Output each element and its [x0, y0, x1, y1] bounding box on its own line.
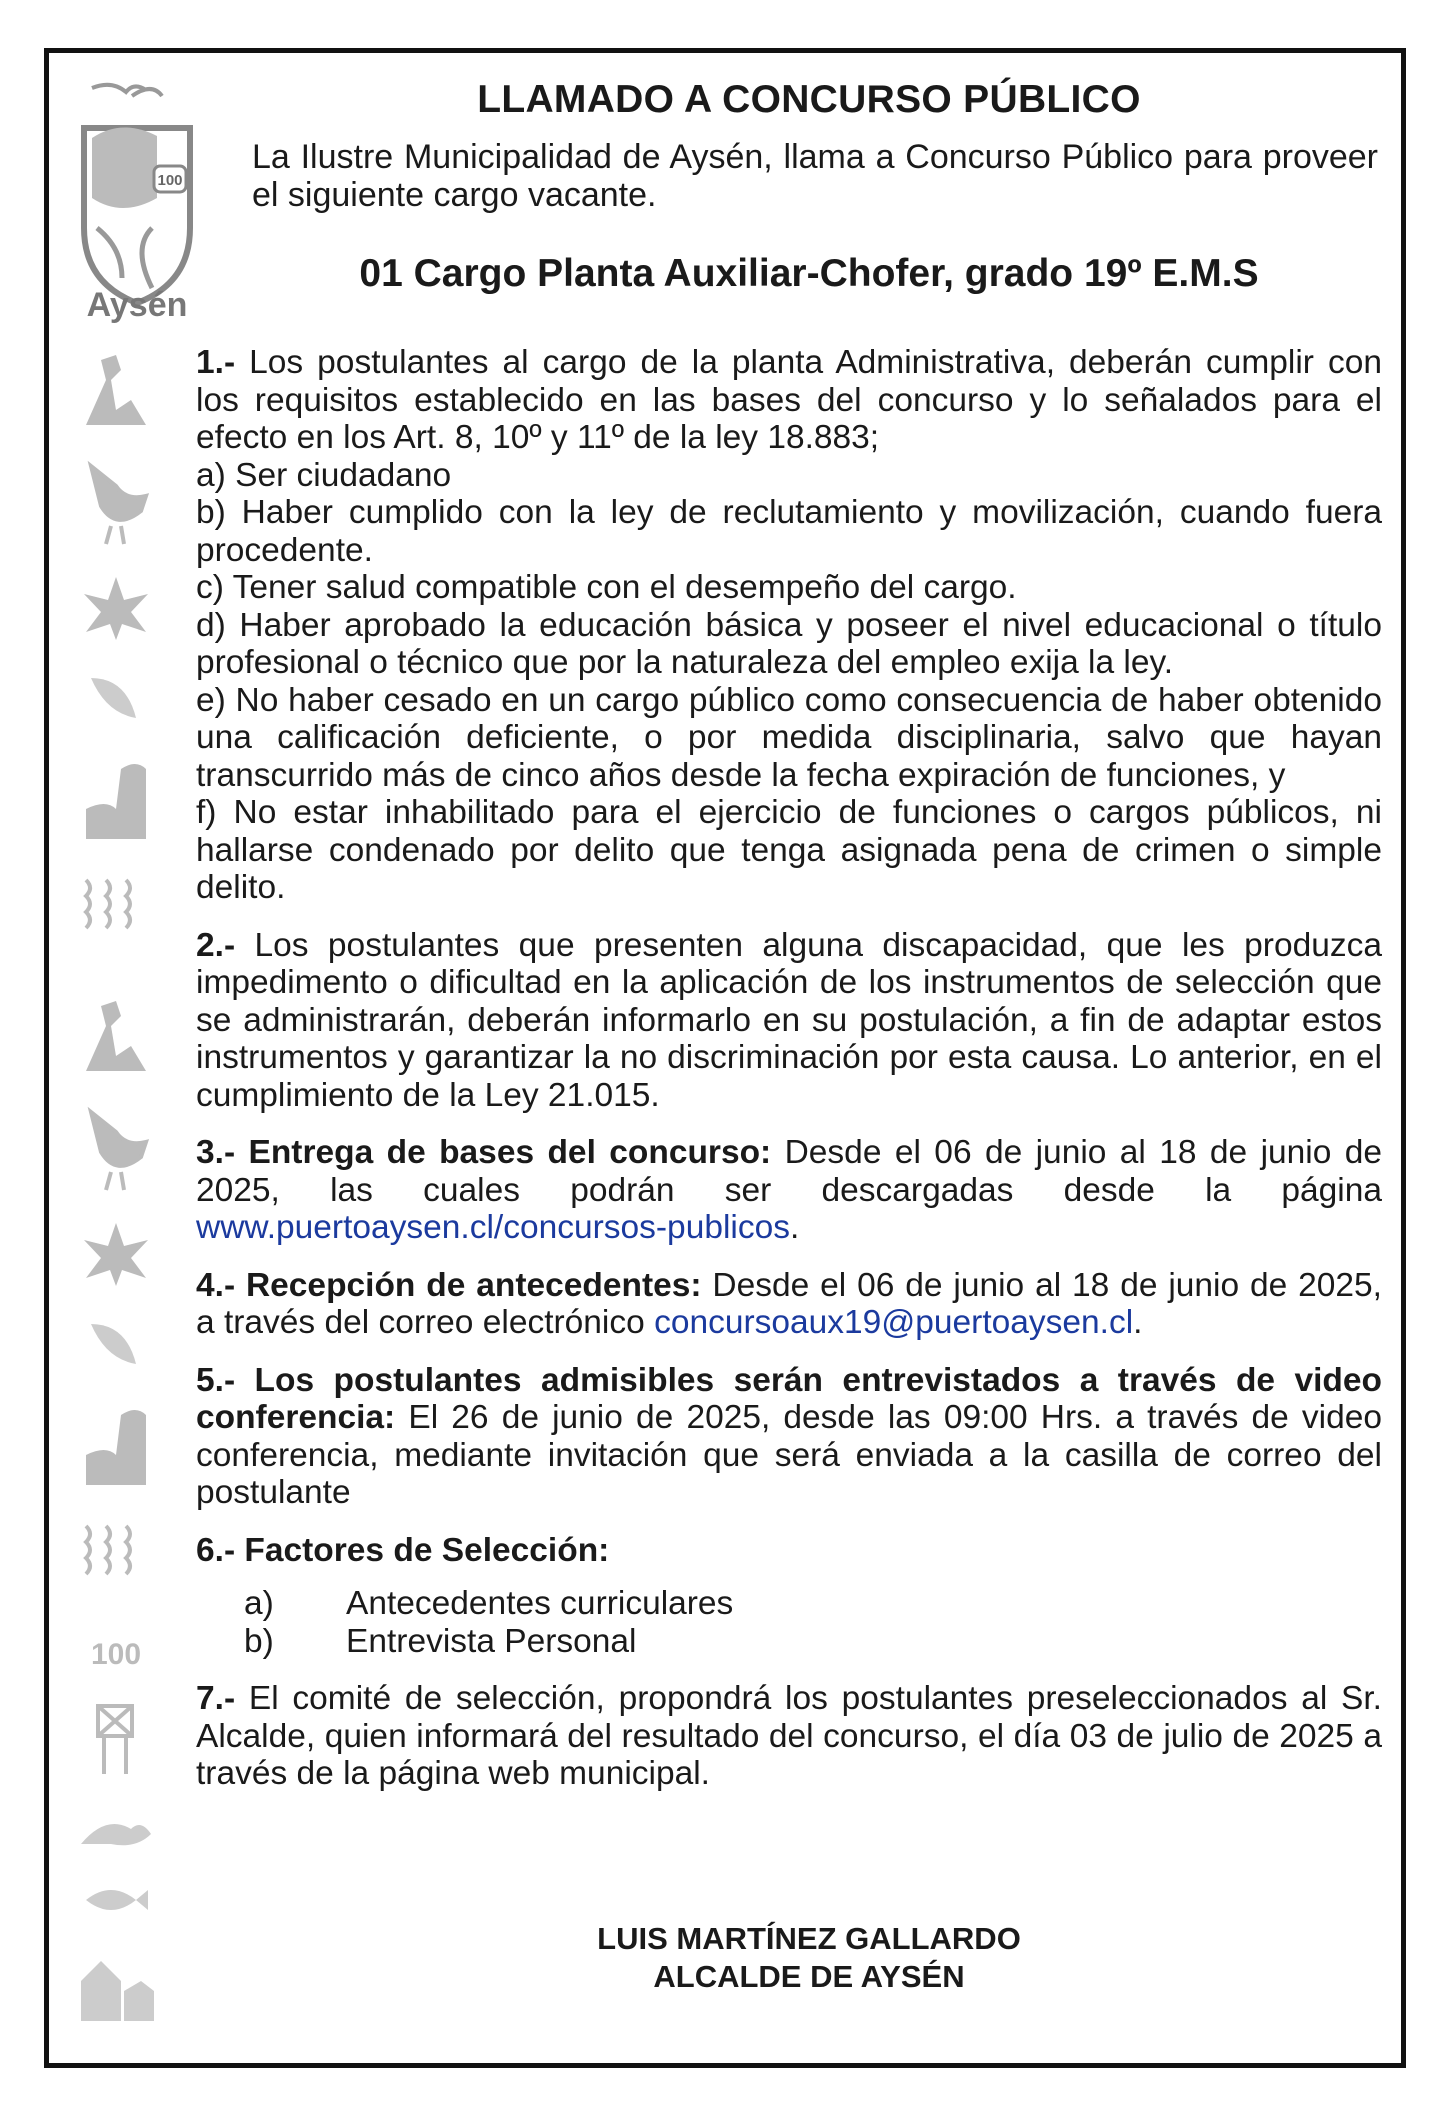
- section-number: 1.-: [196, 344, 236, 381]
- section-text: El 26 de junio de 2025, desde las 09:00 Hrs. a través de video conferencia, mediante invitación que será enviada a la casilla de correo del postulante: [196, 1399, 1382, 1511]
- mountain-icon: [76, 754, 156, 844]
- mountain-icon: [76, 1400, 156, 1490]
- section-tail: .: [789, 1209, 800, 1246]
- signer-name: LUIS MARTÍNEZ GALLARDO: [597, 1921, 1021, 1956]
- signature-block: [230, 1920, 1388, 1996]
- section-text: El comité de selección, propondrá los postulantes preseleccionados al Sr. Alcalde, quien informará del resultado del concurso, el día 03 de julio de 2025 a través de la página web municipal.: [196, 1680, 1382, 1792]
- leaf-icon: [76, 1218, 156, 1288]
- section-number: 2.-: [196, 926, 236, 964]
- deer-icon: [76, 986, 156, 1076]
- section-tail: .: [1133, 1304, 1143, 1341]
- municipal-logo: [62, 78, 212, 328]
- section-text: Los postulantes al cargo de la planta Administrativa, deberán cumplir con los requisitos establecido en las bases del concurso y lo señalados para el efecto en los Art. 8, 10º y 11º de la ley 18.883;: [196, 344, 1382, 456]
- section-text: Desde el 06 de junio al 18 de junio de 2025, las cuales podrán ser descargadas desde la página: [196, 1134, 1382, 1209]
- intro-paragraph: La Ilustre Municipalidad de Aysén, llama a Concurso Público para proveer el siguiente cargo vacante.: [252, 138, 1378, 214]
- section-text: Desde el 06 de junio al 18 de junio de 2025, a través del correo electrónico: [196, 1266, 1382, 1341]
- fish-icon: [76, 1880, 156, 1920]
- section-heading: 6.- Factores de Selección:: [196, 1531, 610, 1569]
- section-1: [196, 344, 1382, 457]
- section-number: 7.-: [196, 1680, 236, 1717]
- signer-role: ALCALDE DE AYSÉN: [653, 1959, 965, 1994]
- section-heading: 4.- Recepción de antecedentes:: [196, 1266, 702, 1304]
- requirement-item: e) No haber cesado en un cargo público como consecuencia de haber obtenido una calificación deficiente, o por medida disciplinaria, salvo que hayan transcurrido más de cinco años desde la fecha expiración de funciones, y: [196, 681, 1382, 794]
- requirement-item: a) Ser ciudadano: [196, 456, 452, 494]
- section-heading: 5.- Los postulantes admisibles serán entrevistados a través de video conferencia:: [196, 1361, 1382, 1436]
- section-6: [196, 1532, 1382, 1570]
- requirement-item: c) Tener salud compatible con el desempeño del cargo.: [196, 569, 1017, 606]
- factor-label: Entrevista Personal: [346, 1622, 637, 1660]
- leaf-icon: [76, 572, 156, 642]
- fish-icon: [76, 1804, 156, 1854]
- section-text: Los postulantes que presenten alguna discapacidad, que les produzca impedimento o dificultad en la aplicación de los instrumentos de selección que se administrarán, deberán informarlo en su postulación, a fin de adaptar estos instrumentos y garantizar la no discriminación por esta causa. Lo anterior, en el cumplimiento de la Ley 21.015.: [196, 926, 1382, 1114]
- section-7: [196, 1680, 1382, 1793]
- deer-icon: [76, 340, 156, 430]
- requirement-item: b) Haber cumplido con la ley de reclutamiento y movilización, cuando fuera procedente.: [196, 494, 1382, 569]
- logo-name: Aysén: [86, 286, 188, 324]
- tower-icon: [76, 1698, 156, 1778]
- house-icon: [76, 1946, 156, 2026]
- position-title: 01 Cargo Planta Auxiliar-Chofer, grado 19º E.M.S: [359, 252, 1259, 295]
- waves-icon: [76, 1516, 156, 1606]
- factor-letter: b): [244, 1622, 274, 1660]
- section-5: [196, 1362, 1382, 1512]
- document-body: [196, 344, 1382, 1793]
- coat-of-arms-icon: [62, 78, 212, 328]
- fern-icon: [76, 1314, 156, 1374]
- waves-icon: [76, 870, 156, 960]
- page-title: LLAMADO A CONCURSO PÚBLICO: [477, 78, 1141, 121]
- decorative-icon-column: [66, 340, 166, 2052]
- section-2: [196, 927, 1382, 1115]
- bird-icon: [76, 1102, 156, 1192]
- logo-badge: 100: [157, 172, 183, 189]
- factor-label: Antecedentes curriculares: [346, 1585, 734, 1622]
- section-4: [196, 1267, 1382, 1342]
- section-heading: 3.- Entrega de bases del concurso:: [196, 1134, 772, 1171]
- bases-download-link[interactable]: www.puertoaysen.cl/concursos-publicos: [196, 1209, 790, 1246]
- requirement-item: d) Haber aprobado la educación básica y poseer el nivel educacional o título profesional o técnico que por la naturaleza del empleo exija la ley.: [196, 606, 1382, 681]
- requirement-item: f) No estar inhabilitado para el ejercicio de funciones o cargos públicos, ni hallarse condenado por delito que tenga asignada pena de crimen o simple delito.: [196, 794, 1382, 906]
- bird-icon: [76, 456, 156, 546]
- list-item: [244, 1623, 1382, 1661]
- hundred-badge-icon: [76, 1632, 156, 1672]
- section-3: [196, 1134, 1382, 1247]
- selection-factors-list: [244, 1585, 1382, 1660]
- fern-icon: [76, 668, 156, 728]
- svg-text:100: 100: [90, 1638, 142, 1671]
- email-link[interactable]: concursoaux19@puertoaysen.cl: [654, 1304, 1134, 1341]
- list-item: [244, 1585, 1382, 1623]
- factor-letter: a): [244, 1585, 274, 1622]
